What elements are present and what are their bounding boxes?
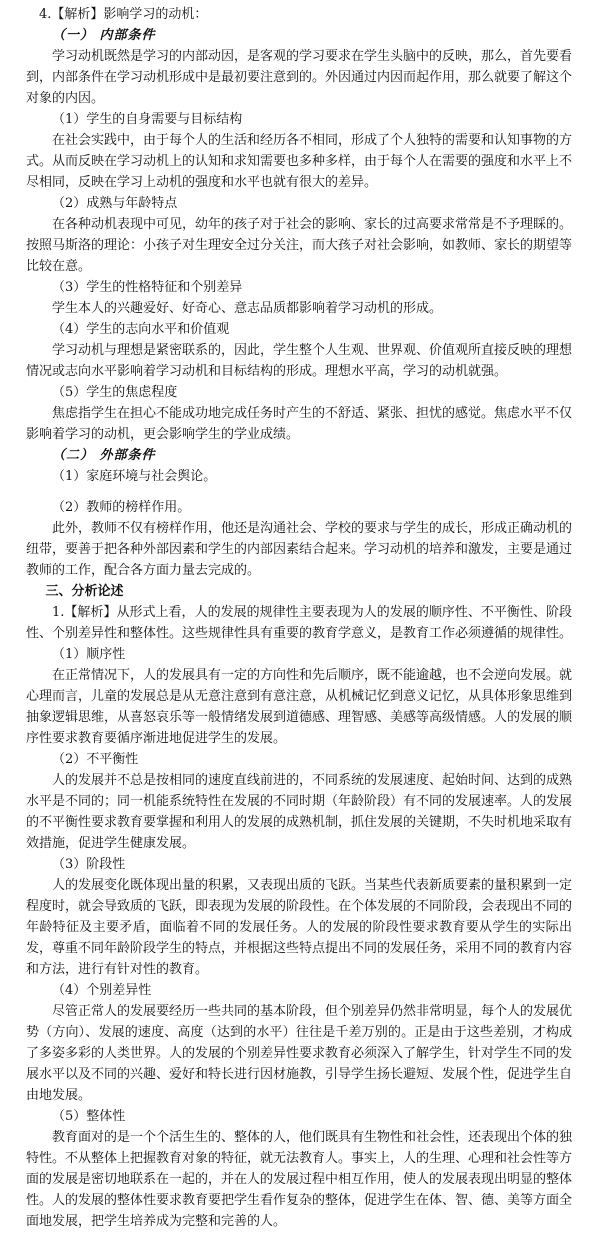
- law-4-text: 尽管正常人的发展要经历一些共同的基本阶段，但个别差异仍然非常明显，每个人的发展优势（方向）、发展的速度、高度（达到的水平）往往是千差万别的。正是由于这些差别，才构成了多姿多彩的人类世界。人的发展的个别差异性要求教育必须深入了解学生，针对学生不同的发展水平以及不同的兴趣、爱好和特长进行因材施教，引导学生扬长避短、发展个性，促进学生自由地发展。: [26, 1004, 573, 1103]
- internal-item-1-text: 在社会实践中，由于每个人的生活和经历各不相同，形成了个人独特的需要和认知事物的方式。从而反映在学习动机上的认知和求知需要也多种多样，由于每个人在需要的强度和水平上不尽相同，反映在学习上动机的强度和水平也就有很大的差异。: [26, 133, 573, 190]
- internal-item-5-text: 焦虑指学生在担心不能成功地完成任务时产生的不舒适、紧张、担忧的感觉。焦虑水平不仅影响着学习的动机，更会影响学生的学业成绩。: [26, 406, 573, 442]
- part4-title: 4.【解析】影响学习的动机：: [39, 7, 208, 22]
- internal-item-5-title: （5）学生的焦虑程度: [52, 385, 178, 400]
- law-5-title: （5）整体性: [52, 1109, 126, 1124]
- internal-item-2-title: （2）成熟与年龄特点: [52, 196, 178, 211]
- external-closing: 此外，教师不仅有榜样作用，他还是沟通社会、学校的要求与学生的成长，形成正确动机的纽带，要善于把各种外部因素和学生的内部因素结合起来。学习动机的培养和激发，主要是通过教师的工作，配合各方面力量去完成的。: [26, 521, 573, 578]
- section3-intro: 1.【解析】从形式上看，人的发展的规律性主要表现为人的发展的顺序性、不平衡性、阶段性、个别差异性和整体性。这些规律性具有重要的教育学意义，是教育工作必须遵循的规律性。: [26, 605, 573, 641]
- internal-item-4-title: （4）学生的志向水平和价值观: [52, 322, 230, 337]
- internal-item-2-text: 在各种动机表现中可见，幼年的孩子对于社会的影响、家长的过高要求常常是不予理睬的。按照马斯洛的理论：小孩子对生理安全过分关注，而大孩子对社会影响，如教师、家长的期望等比较在意。: [26, 217, 573, 274]
- internal-item-1-title: （1）学生的自身需要与目标结构: [52, 112, 243, 127]
- law-2-text: 人的发展并不总是按相同的速度直线前进的，不同系统的发展速度、起始时间、达到的成熟水平是不同的；同一机能系统特性在发展的不同时期（年龄阶段）有不同的发展速率。人的发展的不平衡性要求教育要掌握和利用人的发展的成熟机制，抓住发展的关键期，不失时机地采取有效措施，促进学生健康发展。: [26, 773, 573, 851]
- external-item-1: （1）家庭环境与社会舆论。: [52, 469, 217, 484]
- spacer: [26, 487, 572, 497]
- law-5-text: 教育面对的是一个个活生生的、整体的人，他们既具有生物性和社会性，还表现出个体的独特性。不从整体上把握教育对象的特征，就无法教育人。事实上，人的生理、心理和社会性等方面的发展是密切地联系在一起的，并在人的发展过程中相互作用，使人的发展表现出明显的整体性。人的发展的整体性要求教育要把学生看作复杂的整体，促进学生在体、智、德、美等方面全面地发展，把学生培养成为完整和完善的人。: [26, 1130, 573, 1229]
- law-4-title: （4）个别差异性: [52, 983, 152, 998]
- internal-item-3-title: （3）学生的性格特征和个别差异: [52, 280, 243, 295]
- law-1-title: （1）顺序性: [52, 647, 126, 662]
- internal-conditions-heading: （一） 内部条件: [52, 28, 156, 43]
- external-item-2: （2）教师的榜样作用。: [52, 500, 191, 515]
- internal-item-3-text: 学生本人的兴趣爱好、好奇心、意志品质都影响着学习动机的形成。: [52, 301, 443, 316]
- law-1-text: 在正常情况下，人的发展具有一定的方向性和先后顺序，既不能逾越，也不会逆向发展。就心理而言，儿童的发展总是从无意注意到有意注意，从机械记忆到意义记忆，从具体形象思维到抽象逻辑思维，从喜怒哀乐等一般情绪发展到道德感、理智感、美感等高级情感。人的发展的顺序性要求教育要循序渐进地促进学生的发展。: [26, 668, 573, 746]
- internal-item-4-text: 学习动机与理想是紧密联系的，因此，学生整个人生观、世界观、价值观所直接反映的理想情况或志向水平影响着学习动机和目标结构的形成。理想水平高，学习的动机就强。: [26, 343, 573, 379]
- external-conditions-heading: （二） 外部条件: [52, 448, 156, 463]
- law-3-text: 人的发展变化既体现出量的积累，又表现出质的飞跃。当某些代表新质要素的量积累到一定程度时，就会导致质的飞跃，即表现为发展的阶段性。在个体发展的不同阶段，会表现出不同的年龄特征及主要矛盾，面临着不同的发展任务。人的发展的阶段性要求教育要从学生的实际出发，尊重不同年龄阶段学生的特点，并根据这些特点提出不同的发展任务，采用不同的教育内容和方法，进行有针对性的教育。: [26, 878, 573, 977]
- law-3-title: （3）阶段性: [52, 857, 126, 872]
- law-2-title: （2）不平衡性: [52, 752, 139, 767]
- internal-intro: 学习动机既然是学习的内部动因，是客观的学习要求在学生头脑中的反映，那么，首先要看到，内部条件在学习动机形成中是最初要注意到的。外因通过内因而起作用，那么就要了解这个对象的内因。: [26, 49, 573, 106]
- section3-heading: 三、分析论述: [45, 584, 124, 599]
